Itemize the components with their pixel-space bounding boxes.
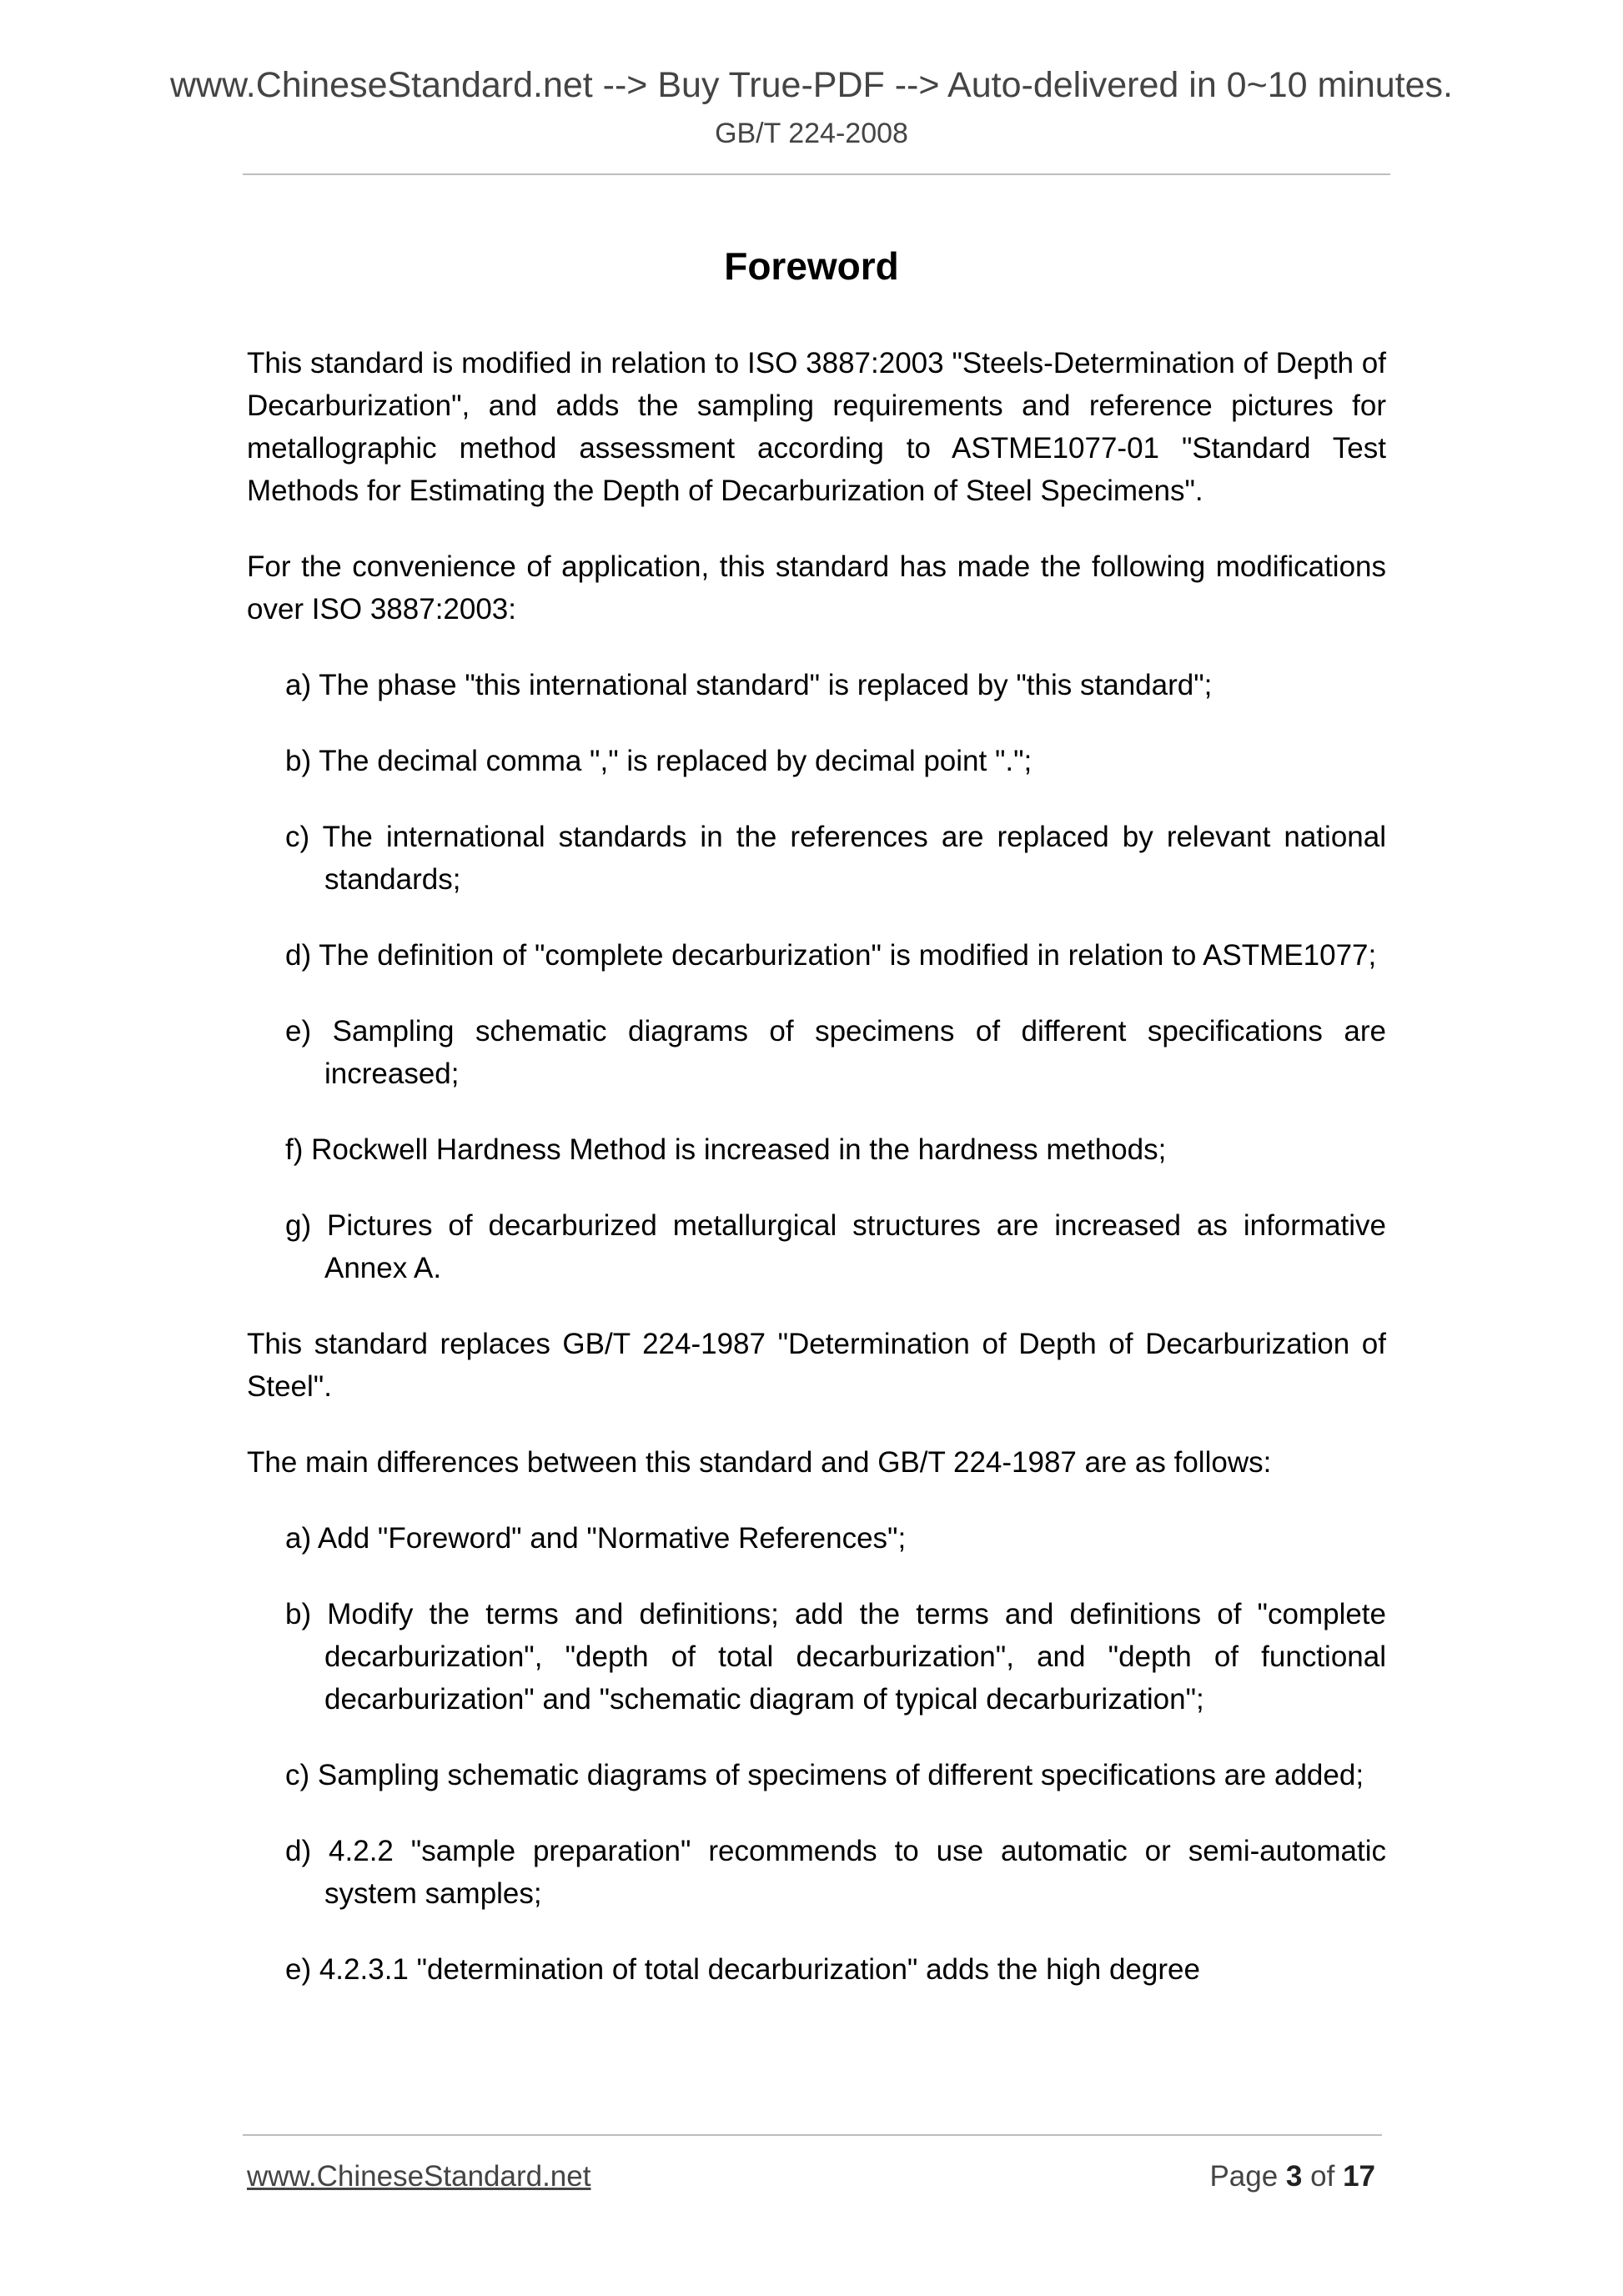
page-current: 3	[1285, 2160, 1303, 2193]
modification-item: d) The definition of "complete decarburization" is modified in relation to ASTME1077;	[285, 939, 1377, 972]
difference-item: c) Sampling schematic diagrams of specimens of different specifications are added;	[285, 1759, 1364, 1791]
modification-item: b) The decimal comma "," is replaced by decimal point ".";	[285, 745, 1033, 777]
difference-item: b) Modify the terms and definitions; add the terms and definitions of "complete decarburization", "depth of total decarburization", and "depth of functional decarburization" and "schematic diagram of typical decarburization";	[285, 1598, 1386, 1716]
document-body	[247, 342, 1386, 2024]
difference-item: e) 4.2.3.1 "determination of total decarburization" adds the high degree	[285, 1953, 1200, 1986]
page-total: 17	[1343, 2160, 1375, 2193]
standard-code: GB/T 224-2008	[715, 118, 908, 149]
paragraph-intro: This standard is modified in relation to ISO 3887:2003 "Steels-Determination of Depth of Decarburization", and adds the sampling requirements and reference pictures for metallographic method assessment according to ASTME1077-01 "Standard Test Methods for Estimating the Depth of Decarburization of Steel Specimens".	[247, 347, 1386, 507]
footer-site-link[interactable]: www.ChineseStandard.net	[247, 2160, 591, 2193]
page-number	[1209, 2160, 1375, 2193]
paragraph-replaces: This standard replaces GB/T 224-1987 "Determination of Depth of Decarburization of Steel".	[247, 1328, 1386, 1403]
modification-item: e) Sampling schematic diagrams of specimens of different specifications are increased;	[285, 1015, 1386, 1090]
page-title: Foreword	[724, 244, 899, 288]
difference-item: a) Add "Foreword" and "Normative References";	[285, 1522, 907, 1555]
page-label: Page	[1209, 2160, 1279, 2193]
footer-divider	[243, 2134, 1382, 2136]
header-banner: www.ChineseStandard.net --> Buy True-PDF --> Auto-delivered in 0~10 minutes.	[169, 65, 1453, 105]
modification-item: f) Rockwell Hardness Method is increased in the hardness methods;	[285, 1133, 1167, 1166]
paragraph-modifications-intro: For the convenience of application, this standard has made the following modifications over ISO 3887:2003:	[247, 550, 1386, 625]
page-of: of	[1310, 2160, 1335, 2193]
modification-item: a) The phase "this international standard" is replaced by "this standard";	[285, 669, 1213, 701]
header-divider	[243, 173, 1390, 175]
modification-item: g) Pictures of decarburized metallurgical structures are increased as informative Annex A.	[285, 1209, 1386, 1284]
difference-item: d) 4.2.2 "sample preparation" recommends to use automatic or semi-automatic system samples;	[285, 1835, 1386, 1910]
modification-item: c) The international standards in the references are replaced by relevant national standards;	[285, 821, 1386, 896]
paragraph-differences-intro: The main differences between this standard and GB/T 224-1987 are as follows:	[247, 1446, 1272, 1479]
